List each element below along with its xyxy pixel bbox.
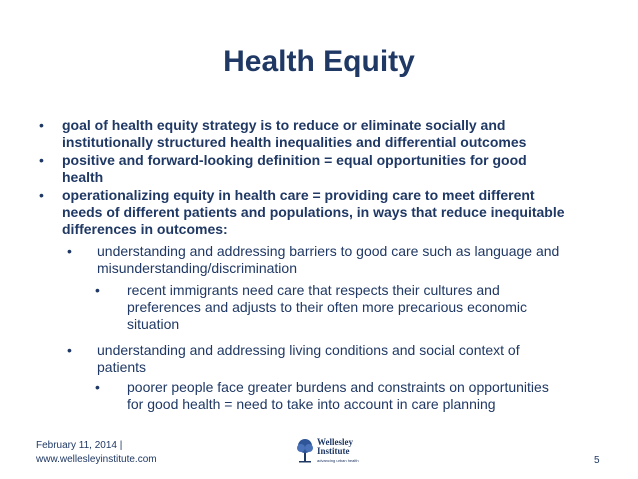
bullet-line: understanding and addressing barriers to good care such as language and [97, 243, 560, 259]
wellesley-institute-logo [295, 437, 369, 467]
logo-name-line: Wellesley [317, 437, 353, 447]
bullet-line: situation [127, 316, 180, 332]
logo-name-line: Institute [317, 446, 350, 456]
bullet-marker: • [67, 342, 72, 358]
sub-sub-bullet-item [127, 379, 607, 413]
bullet-item [62, 152, 602, 186]
bullet-line: recent immigrants need care that respects their cultures and [127, 282, 500, 298]
bullet-line: for good health = need to take into account in care planning [127, 396, 496, 412]
bullet-line: differences in outcomes: [62, 221, 228, 237]
bullet-marker: • [39, 152, 44, 168]
footer-info [36, 439, 157, 467]
footer-date: February 11, 2014 | [36, 440, 123, 451]
sub-bullet-item [97, 342, 607, 376]
bullet-line: preferences and adjusts to their often more precarious economic [127, 299, 527, 315]
bullet-marker: • [67, 243, 72, 259]
logo-tagline: advancing urban health [317, 458, 359, 463]
bullet-line: institutionally structured health inequalities and differential outcomes [62, 134, 527, 150]
slide-title: Health Equity [223, 45, 415, 78]
bullet-line: needs of different patients and populations, in ways that reduce inequitable [62, 204, 565, 220]
tree-icon [295, 437, 315, 463]
bullet-line: poorer people face greater burdens and constraints on opportunities [127, 379, 549, 395]
bullet-marker: • [95, 379, 100, 395]
bullet-line: positive and forward-looking definition = equal opportunities for good [62, 152, 527, 168]
sub-sub-bullet-item [127, 282, 607, 333]
bullet-marker: • [39, 117, 44, 133]
bullet-item [62, 117, 602, 151]
bullet-marker: • [39, 187, 44, 203]
bullet-line: goal of health equity strategy is to reduce or eliminate socially and [62, 117, 506, 133]
bullet-line: understanding and addressing living conditions and social context of [97, 342, 520, 358]
sub-bullet-item [97, 243, 607, 277]
footer-website: www.wellesleyinstitute.com [36, 454, 157, 465]
bullet-item [62, 187, 602, 238]
bullet-line: patients [97, 359, 147, 375]
bullet-line: misunderstanding/discrimination [97, 260, 297, 276]
page-number: 5 [594, 455, 600, 466]
bullet-line: health [62, 169, 104, 185]
logo-name [317, 438, 353, 456]
bullet-line: operationalizing equity in health care = providing care to meet different [62, 187, 535, 203]
bullet-marker: • [95, 282, 100, 298]
